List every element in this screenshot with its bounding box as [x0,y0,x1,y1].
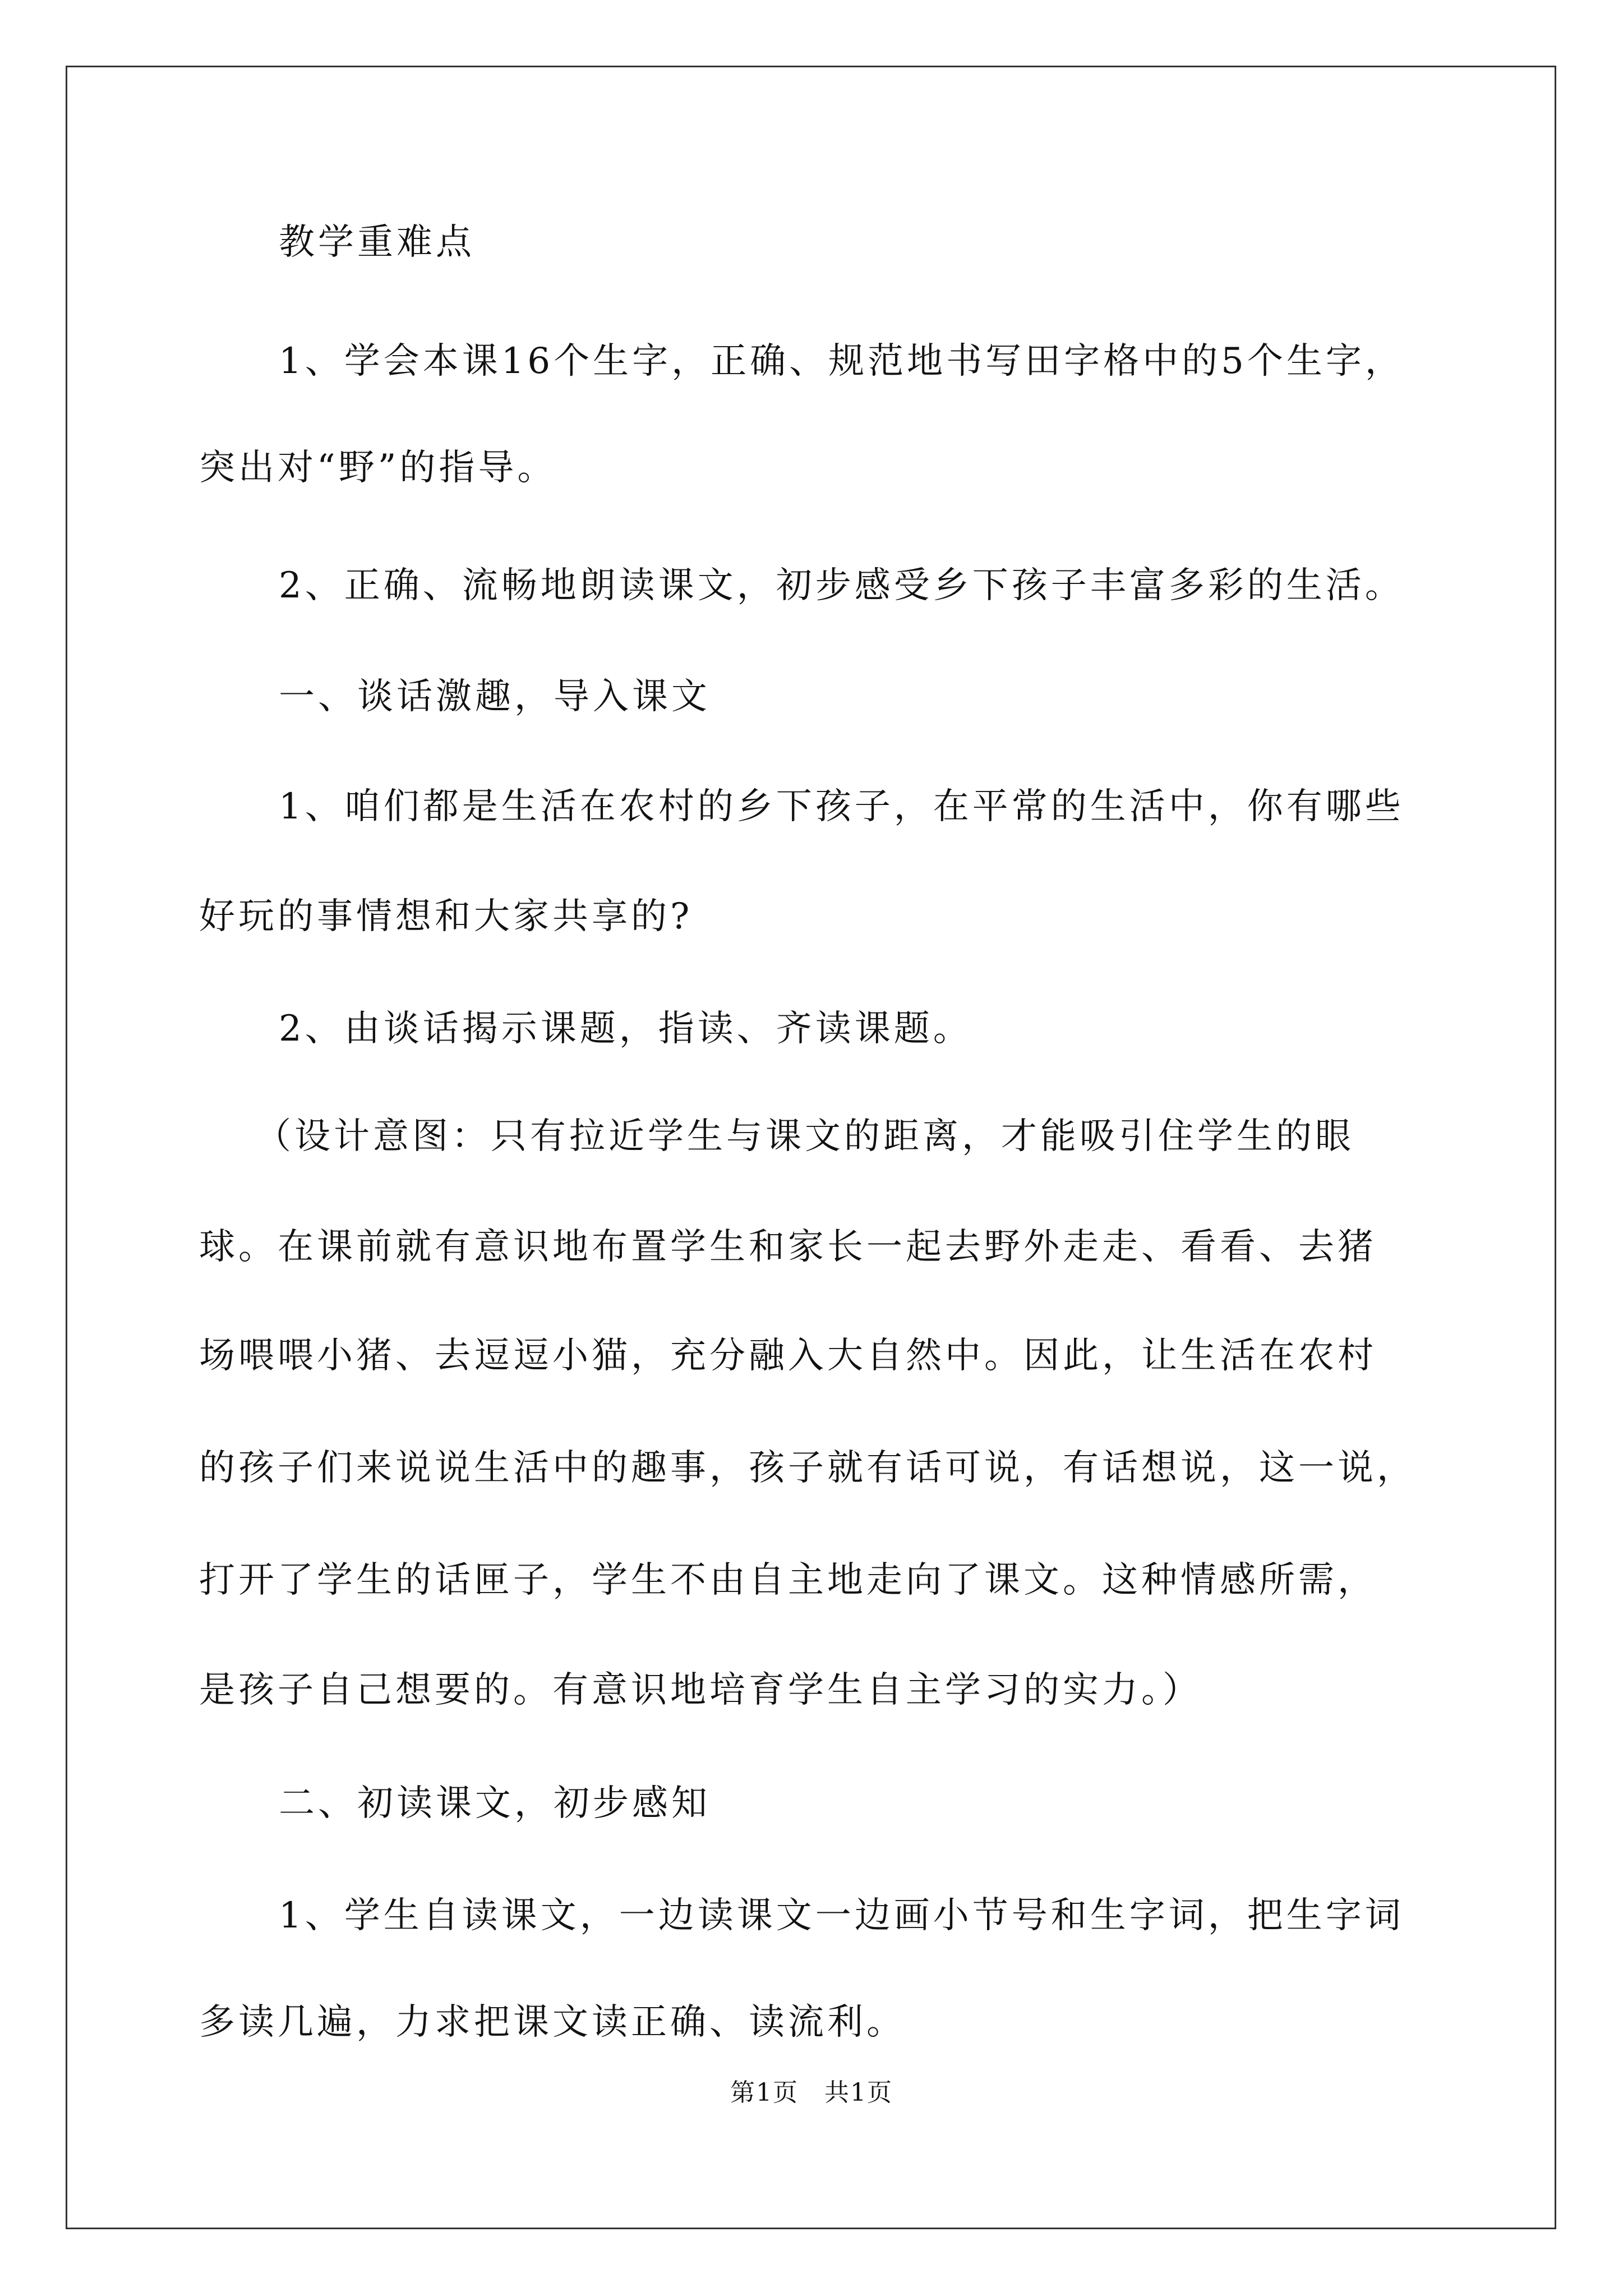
paragraph-step-1-cont: 好玩的事情想和大家共享的? [199,896,693,937]
paragraph-read-1-cont: 多读几遍，力求把课文读正确、读流利。 [199,2001,906,2043]
paragraph-point-1: 1、学会本课16个生字，正确、规范地书写田字格中的5个生字， [279,341,1404,382]
paragraph-read-1: 1、学生自读课文，一边读课文一边画小节号和生字词，把生字词 [279,1895,1404,1936]
paragraph-step-2: 2、由谈话揭示课题，指读、齐读课题。 [279,1008,972,1050]
paragraph-design-intent-cont-1: 球。在课前就有意识地布置学生和家长一起去野外走走、看看、去猪 [199,1226,1377,1268]
paragraph-point-2: 2、正确、流畅地朗读课文，初步感受乡下孩子丰富多彩的生活。 [279,565,1404,606]
paragraph-design-intent-cont-2: 场喂喂小猪、去逗逗小猫，充分融入大自然中。因此，让生活在农村 [199,1335,1377,1377]
paragraph-point-1-cont: 突出对“野”的指导。 [199,447,557,489]
heading-section-2: 二、初读课文，初步感知 [279,1783,711,1824]
paragraph-design-intent-cont-5: 是孩子自己想要的。有意识地培育学生自主学习的实力。） [199,1669,1202,1711]
paragraph-step-1: 1、咱们都是生活在农村的乡下孩子，在平常的生活中，你有哪些 [279,786,1404,827]
heading-section-1: 一、谈话激趣，导入课文 [279,676,711,717]
paragraph-design-intent: （设计意图：只有拉近学生与课文的距离，才能吸引住学生的眼 [255,1116,1354,1157]
paragraph-design-intent-cont-3: 的孩子们来说说生活中的趣事，孩子就有话可说，有话想说，这一说， [199,1447,1416,1489]
heading-key-points: 教学重难点 [279,222,475,263]
page-number-footer: 第1页 共1页 [730,2078,893,2107]
paragraph-design-intent-cont-4: 打开了学生的话匣子，学生不由自主地走向了课文。这种情感所需， [199,1559,1377,1601]
